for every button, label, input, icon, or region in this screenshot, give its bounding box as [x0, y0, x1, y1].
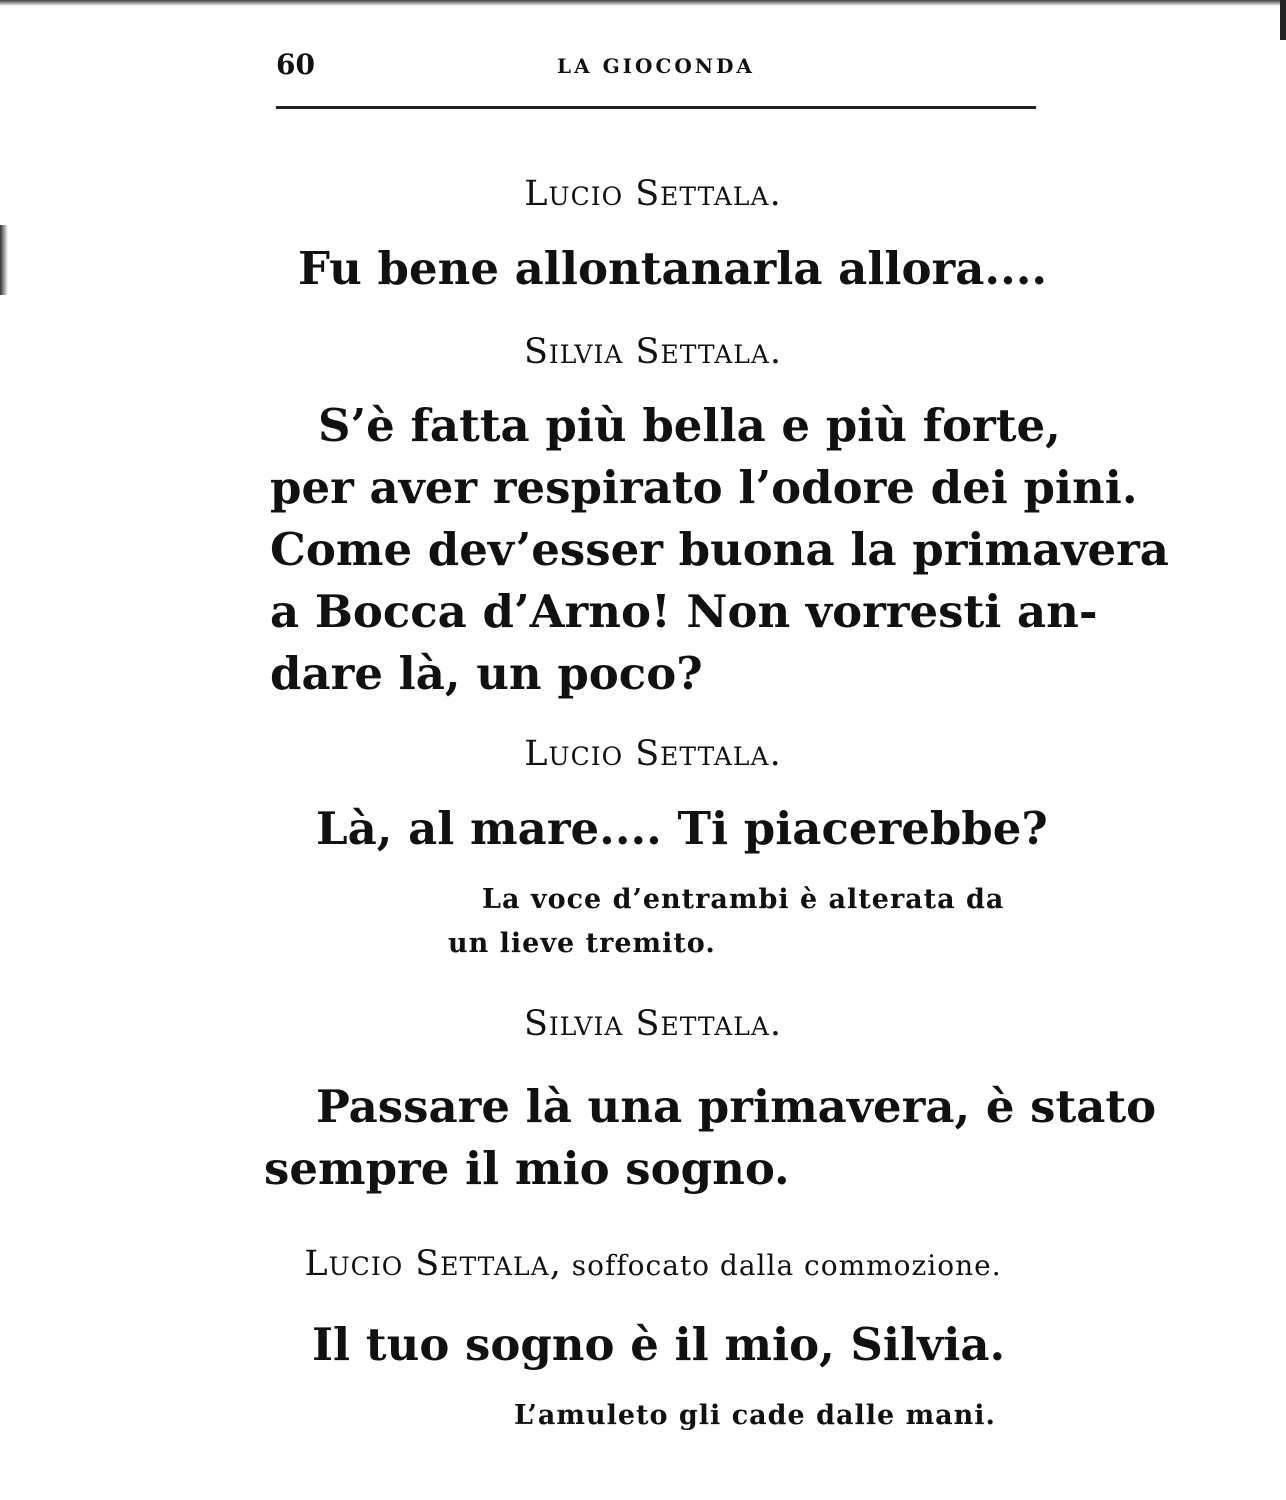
speech-line: a Bocca d’Arno! Non vorresti an- [270, 585, 1098, 638]
stage-direction: un lieve tremito. [448, 928, 716, 959]
page-left-mark [0, 225, 8, 295]
speech-line: sempre il mio sogno. [264, 1142, 790, 1195]
speaker-heading: Silvia Settala. [523, 1004, 783, 1044]
stage-direction: L’amuleto gli cade dalle mani. [514, 1400, 996, 1431]
stage-direction: La voce d’entrambi è alterata da [482, 884, 1005, 915]
page-top-edge [0, 0, 1286, 6]
speaker-heading: Lucio Settala. [524, 174, 782, 214]
running-title: LA GIOCONDA [557, 54, 755, 78]
speaker-heading: Silvia Settala. [523, 332, 783, 372]
speaker-heading: Lucio Settala. [524, 734, 782, 774]
speaker-name: Lucio Settala, [304, 1244, 562, 1284]
speech-line: Passare là una primavera, è stato [316, 1080, 1157, 1133]
page-number: 60 [276, 48, 315, 81]
speaker-heading [270, 1242, 1036, 1288]
speech-line: dare là, un poco? [270, 647, 703, 700]
speech-line: Il tuo sogno è il mio, Silvia. [312, 1318, 1006, 1371]
page-right-edge [1280, 0, 1286, 40]
page-header [276, 48, 1036, 88]
speech-line: Là, al mare.... Ti piacerebbe? [316, 802, 1048, 855]
speaker-manner: soffocato dalla commozione. [561, 1249, 1002, 1282]
speech-line: per aver respirato l’odore dei pini. [270, 461, 1138, 514]
speech-line: Fu bene allontanarla allora.... [298, 242, 1048, 295]
header-rule [276, 106, 1036, 109]
speech-line: Come dev’esser buona la primavera [270, 523, 1169, 576]
speech-line: S’è fatta più bella e più forte, [318, 399, 1061, 452]
